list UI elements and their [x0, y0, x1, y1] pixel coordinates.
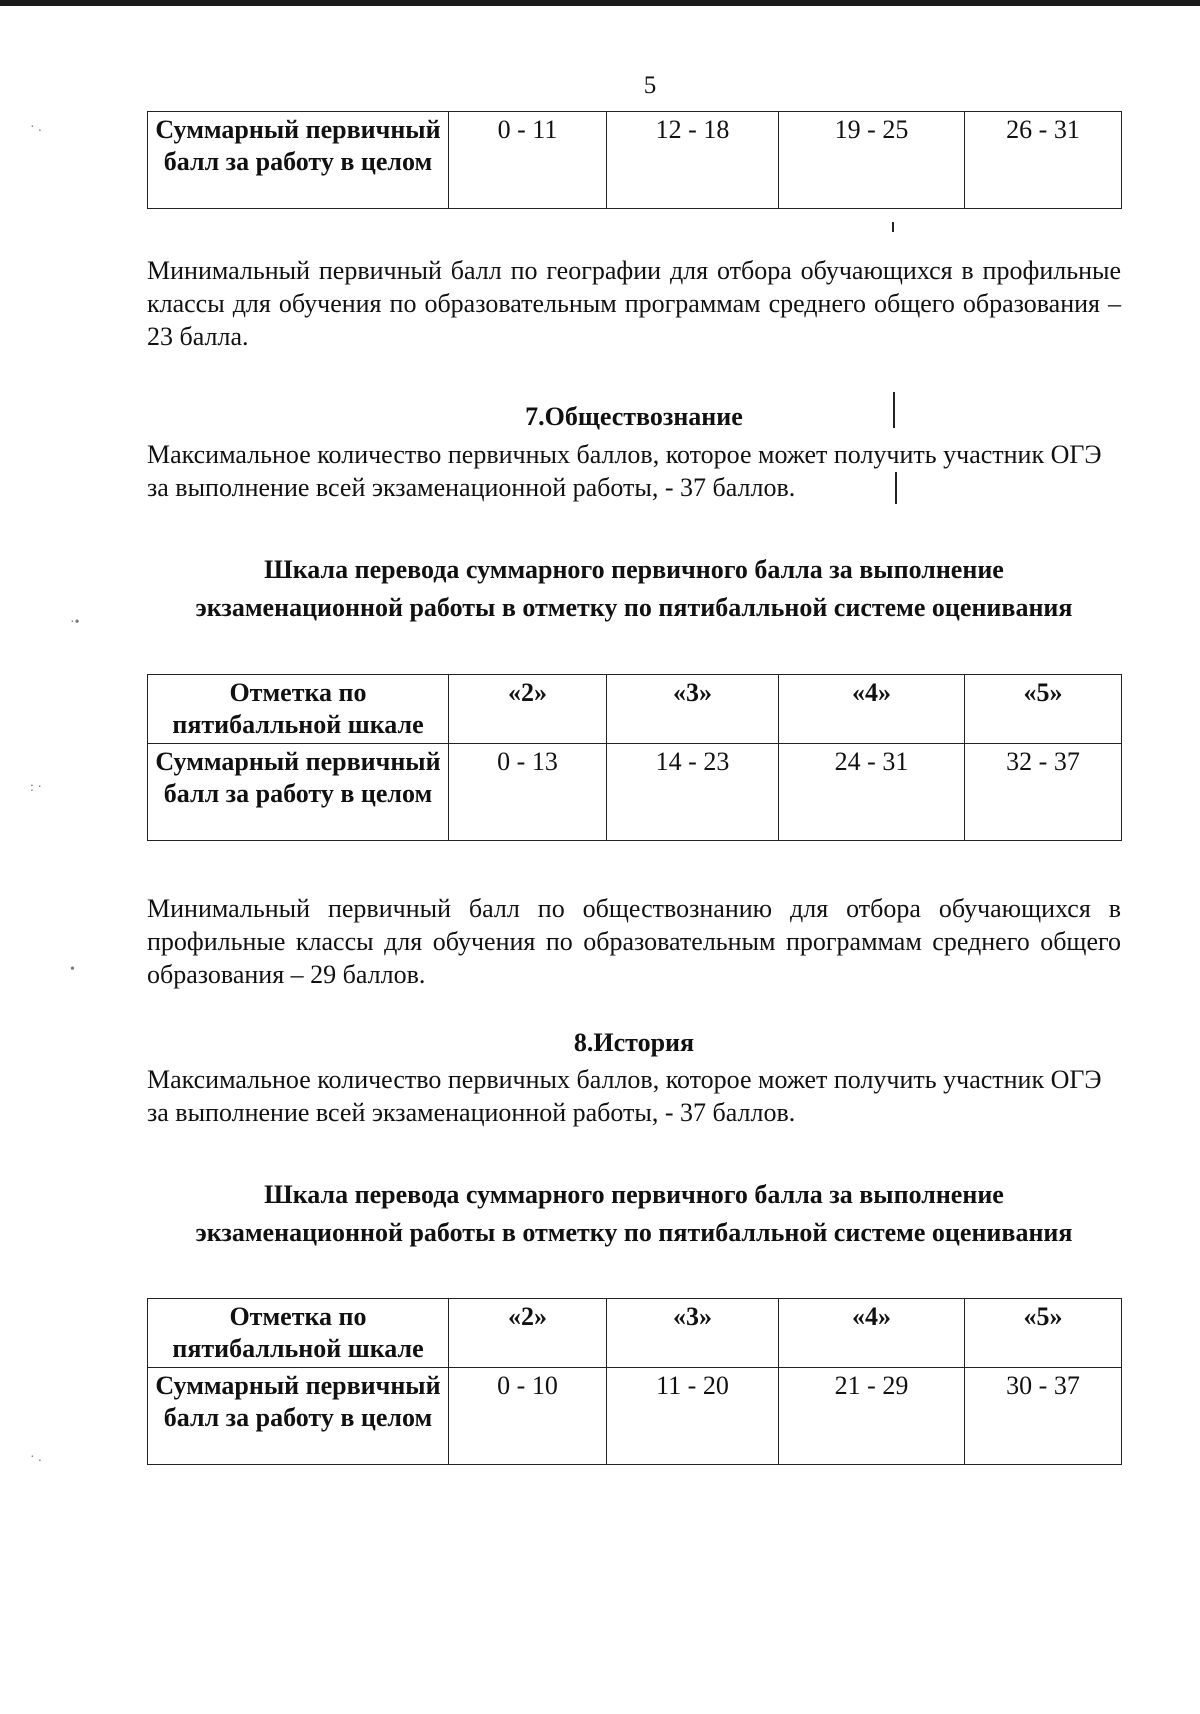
- header-label: Отметка по пятибалльной шкале: [148, 675, 449, 744]
- score-cell: 19 - 25: [779, 112, 965, 209]
- scan-artifact: ·•: [70, 615, 80, 630]
- row-label: Суммарный первичный балл за работу в целом: [148, 1368, 449, 1465]
- scale-title-line2: экзаменационной работы в отметку по пятибалльной системе оценивания: [195, 1218, 1073, 1247]
- section-heading-history: 8.История: [573, 1028, 695, 1057]
- score-cell: 0 - 11: [449, 112, 607, 209]
- grade-cell: «3»: [607, 675, 779, 744]
- history-score-table: [147, 1298, 1122, 1465]
- grade-cell: «4»: [779, 675, 965, 744]
- scan-artifact: : ·: [30, 780, 43, 795]
- grade-cell: «2»: [449, 675, 607, 744]
- scale-title-line1: Шкала перевода суммарного первичного балла за выполнение: [264, 555, 1004, 584]
- table-row: [148, 1368, 1122, 1465]
- score-cell: 14 - 23: [607, 744, 779, 841]
- table-row: [148, 744, 1122, 841]
- scan-artifact: · .: [30, 1450, 42, 1465]
- score-cell: 12 - 18: [607, 112, 779, 209]
- row-label: Суммарный первичный балл за работу в целом: [148, 744, 449, 841]
- score-cell: 26 - 31: [965, 112, 1122, 209]
- grade-cell: «5»: [965, 1299, 1122, 1368]
- scan-artifact: [892, 222, 894, 232]
- scale-title-line2: экзаменационной работы в отметку по пятибалльной системе оценивания: [195, 593, 1073, 622]
- table-row: [148, 1299, 1122, 1368]
- scan-artifact: •: [70, 962, 75, 977]
- row-label: Суммарный первичный балл за работу в целом: [148, 112, 449, 209]
- scan-artifact: · .: [30, 120, 42, 135]
- history-max-text: Максимальное количество первичных баллов, которое может получить участник ОГЭ за выполнение всей экзаменационной работы, - 37 баллов.: [147, 1065, 1102, 1127]
- score-cell: 30 - 37: [965, 1368, 1122, 1465]
- grade-cell: «5»: [965, 675, 1122, 744]
- geography-score-table: [147, 111, 1122, 209]
- table-row: [148, 675, 1122, 744]
- score-cell: 11 - 20: [607, 1368, 779, 1465]
- social-studies-minimum-text: Минимальный первичный балл по обществознанию для отбора обучающихся в профильные классы для обучения по образовательным программам среднего общего образования – 29 баллов.: [147, 894, 1121, 989]
- header-label: Отметка по пятибалльной шкале: [148, 1299, 449, 1368]
- scan-artifact: [895, 472, 897, 504]
- table-row: [148, 112, 1122, 209]
- section-heading-social-studies: 7.Обществознание: [525, 402, 743, 431]
- score-cell: 21 - 29: [779, 1368, 965, 1465]
- grade-cell: «4»: [779, 1299, 965, 1368]
- page-number: 5: [643, 72, 657, 99]
- score-cell: 32 - 37: [965, 744, 1122, 841]
- grade-cell: «2»: [449, 1299, 607, 1368]
- score-cell: 0 - 13: [449, 744, 607, 841]
- social-studies-max-text: Максимальное количество первичных баллов, которое может получить участник ОГЭ за выполнение всей экзаменационной работы, - 37 баллов.: [147, 440, 1102, 502]
- scan-top-edge: [0, 0, 1200, 6]
- scan-artifact: [893, 392, 895, 428]
- score-cell: 24 - 31: [779, 744, 965, 841]
- geography-minimum-text: Минимальный первичный балл по географии для отбора обучающихся в профильные классы для обучения по образовательным программам среднего общего образования – 23 балла.: [147, 256, 1121, 351]
- score-cell: 0 - 10: [449, 1368, 607, 1465]
- scale-title-line1: Шкала перевода суммарного первичного балла за выполнение: [264, 1180, 1004, 1209]
- grade-cell: «3»: [607, 1299, 779, 1368]
- social-studies-score-table: [147, 674, 1122, 841]
